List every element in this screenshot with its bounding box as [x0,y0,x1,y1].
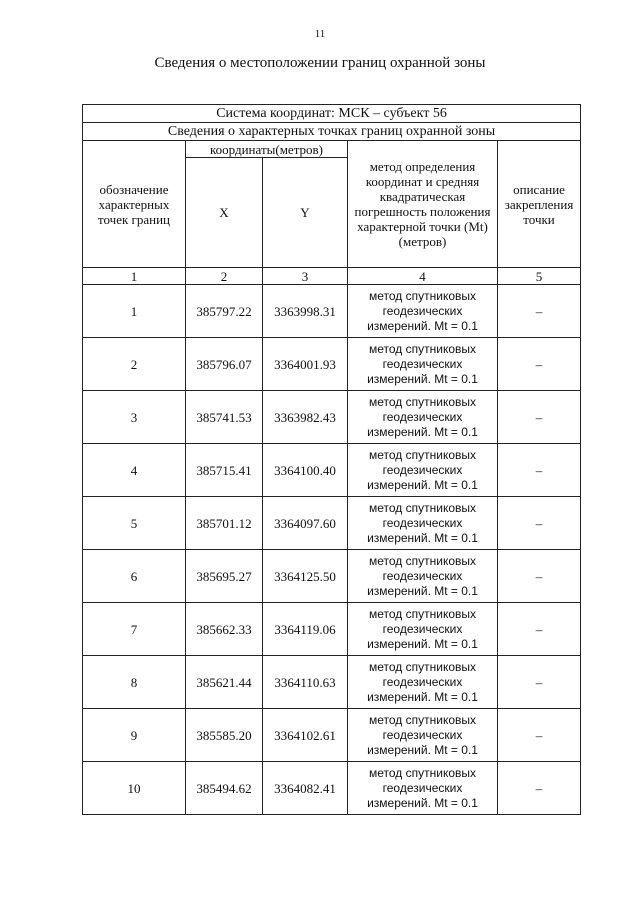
method-cell: метод спутниковых геодезических измерений. Mt = 0.1 [348,391,498,444]
method-cell: метод спутниковых геодезических измерений. Mt = 0.1 [348,444,498,497]
x-coordinate-cell: 385621.44 [186,656,263,709]
header-coordinates: координаты(метров) [186,141,348,158]
header-description: описание закрепления точки [498,141,581,268]
table-row [83,603,581,656]
point-id-cell: 8 [83,656,186,709]
x-coordinate-cell: 385715.41 [186,444,263,497]
method-cell: метод спутниковых геодезических измерений. Mt = 0.1 [348,550,498,603]
point-id-cell: 1 [83,285,186,338]
x-coordinate-cell: 385797.22 [186,285,263,338]
coordinate-system-label: Система координат: МСК – субъект 56 [83,105,581,123]
header-designation: обозначение характерных точек границ [83,141,186,268]
table-row [83,497,581,550]
description-cell: – [498,603,581,656]
point-id-cell: 4 [83,444,186,497]
point-id-cell: 3 [83,391,186,444]
x-coordinate-cell: 385741.53 [186,391,263,444]
table-row [83,762,581,815]
y-coordinate-cell: 3364001.93 [263,338,348,391]
point-id-cell: 5 [83,497,186,550]
y-coordinate-cell: 3363998.31 [263,285,348,338]
description-cell: – [498,550,581,603]
method-cell: метод спутниковых геодезических измерений. Mt = 0.1 [348,709,498,762]
column-number: 5 [498,268,581,285]
table-row [83,550,581,603]
method-cell: метод спутниковых геодезических измерений. Mt = 0.1 [348,285,498,338]
points-info-label: Сведения о характерных точках границ охранной зоны [83,123,581,141]
description-cell: – [498,762,581,815]
x-coordinate-cell: 385796.07 [186,338,263,391]
point-id-cell: 6 [83,550,186,603]
document-title: Сведения о местоположении границ охранной зоны [154,55,486,71]
header-method: метод определения координат и средняя квадратическая погрешность положения характерной точки (Mt) (метров) [348,141,498,268]
page-number: 11 [314,28,326,40]
y-coordinate-cell: 3364119.06 [263,603,348,656]
y-coordinate-cell: 3364125.50 [263,550,348,603]
header-y: Y [263,158,348,268]
description-cell: – [498,285,581,338]
method-cell: метод спутниковых геодезических измерений. Mt = 0.1 [348,338,498,391]
description-cell: – [498,656,581,709]
x-coordinate-cell: 385701.12 [186,497,263,550]
description-cell: – [498,338,581,391]
column-number: 4 [348,268,498,285]
y-coordinate-cell: 3364100.40 [263,444,348,497]
point-id-cell: 10 [83,762,186,815]
x-coordinate-cell: 385695.27 [186,550,263,603]
method-cell: метод спутниковых геодезических измерений. Mt = 0.1 [348,497,498,550]
description-cell: – [498,391,581,444]
table-row [83,444,581,497]
column-number: 2 [186,268,263,285]
description-cell: – [498,497,581,550]
y-coordinate-cell: 3363982.43 [263,391,348,444]
column-number: 1 [83,268,186,285]
table-row [83,285,581,338]
boundary-points-table [82,104,581,815]
y-coordinate-cell: 3364102.61 [263,709,348,762]
method-cell: метод спутниковых геодезических измерений. Mt = 0.1 [348,762,498,815]
table-row [83,338,581,391]
x-coordinate-cell: 385494.62 [186,762,263,815]
description-cell: – [498,444,581,497]
y-coordinate-cell: 3364082.41 [263,762,348,815]
table-row [83,656,581,709]
point-id-cell: 7 [83,603,186,656]
method-cell: метод спутниковых геодезических измерений. Mt = 0.1 [348,603,498,656]
point-id-cell: 2 [83,338,186,391]
x-coordinate-cell: 385662.33 [186,603,263,656]
table-row [83,391,581,444]
y-coordinate-cell: 3364110.63 [263,656,348,709]
x-coordinate-cell: 385585.20 [186,709,263,762]
point-id-cell: 9 [83,709,186,762]
method-cell: метод спутниковых геодезических измерений. Mt = 0.1 [348,656,498,709]
table-row [83,709,581,762]
header-x: X [186,158,263,268]
description-cell: – [498,709,581,762]
y-coordinate-cell: 3364097.60 [263,497,348,550]
column-number: 3 [263,268,348,285]
